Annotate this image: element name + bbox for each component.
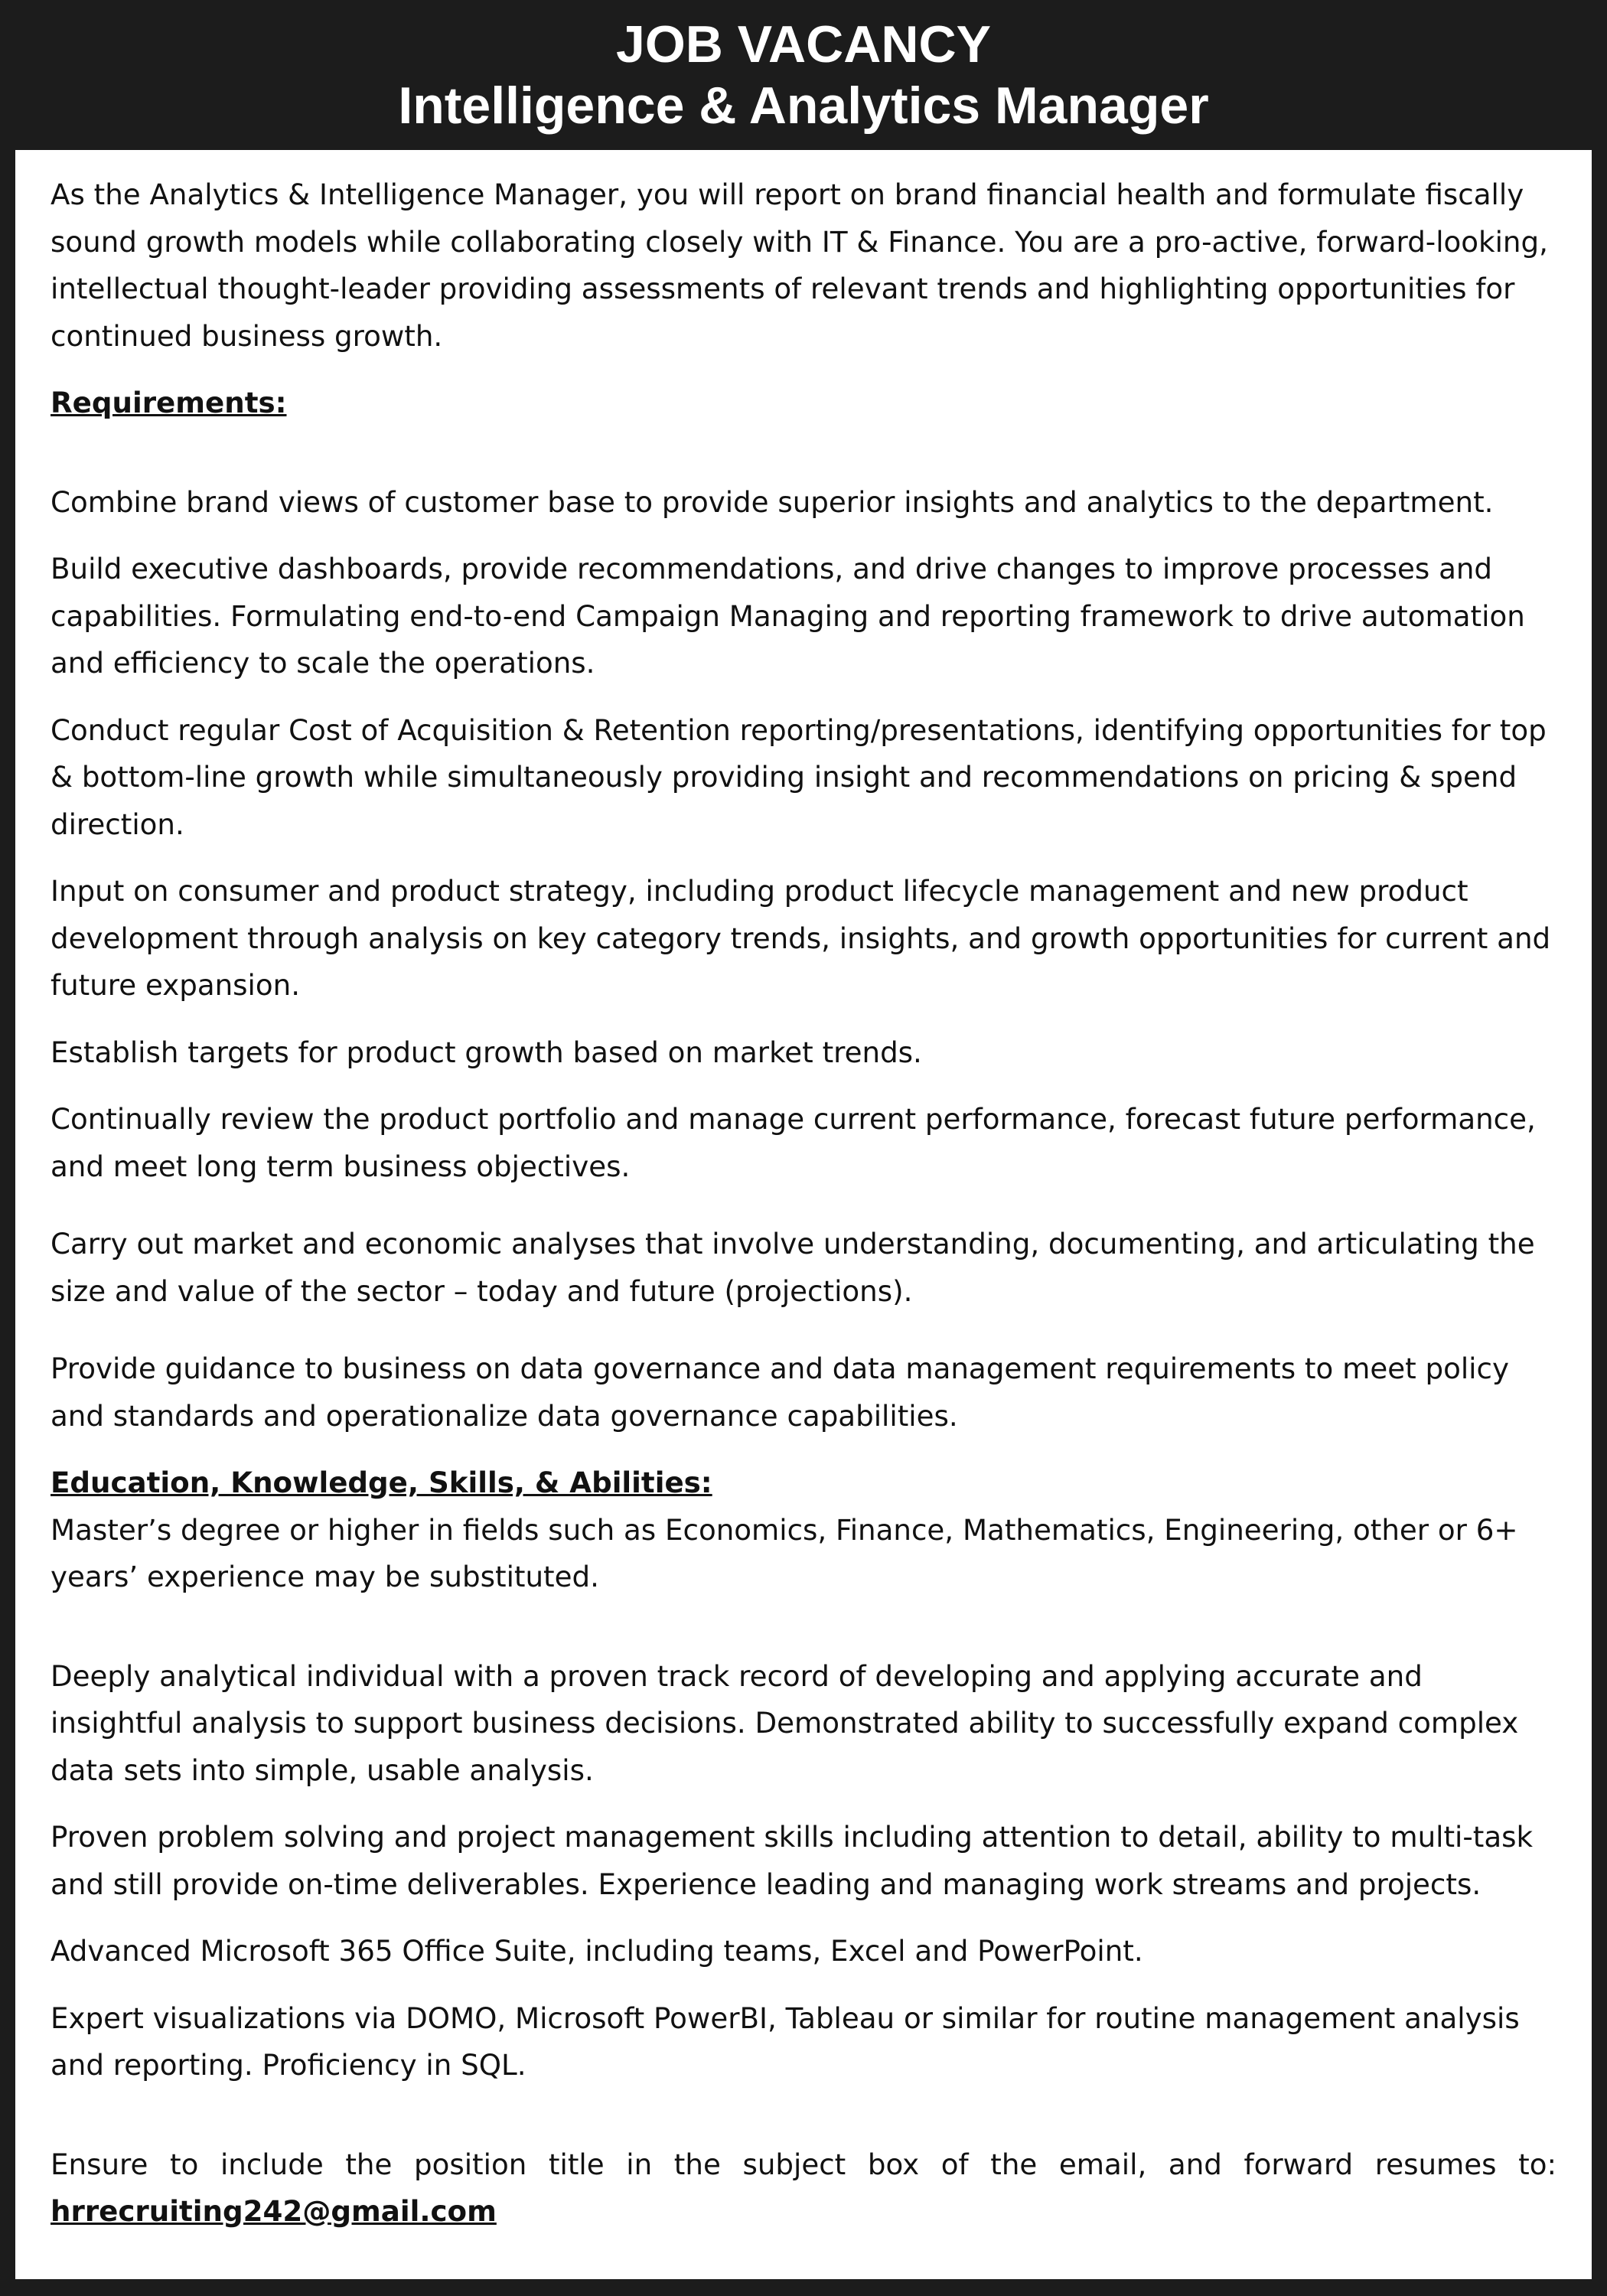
document-body — [15, 150, 1592, 2279]
requirement-item: Carry out market and economic analyses that involve understanding, documenting, and articulating the size and value of the sector – today and future (projections). — [51, 1227, 1535, 1308]
job-title: Intelligence & Analytics Manager — [398, 77, 1209, 135]
requirement-item: Build executive dashboards, provide recommendations, and drive changes to improve processes and capabilities. Formulating end-to-end Campaign Managing and reporting framework to drive automation and efficiency to scale the operations. — [51, 552, 1525, 680]
requirement-item: Continually review the product portfolio and manage current performance, forecast future performance, and meet long term business objectives. — [51, 1102, 1536, 1183]
education-heading: Education, Knowledge, Skills, & Abilities: — [51, 1466, 712, 1499]
requirement-item: Establish targets for product growth based on market trends. — [51, 1035, 922, 1069]
education-item: Deeply analytical individual with a proven track record of developing and applying accurate and insightful analysis to support business decisions. Demonstrated ability to successfully expand complex data sets into simple, usable analysis. — [51, 1658, 1519, 1787]
requirement-item: Combine brand views of customer base to provide superior insights and analytics to the department. — [51, 484, 1494, 519]
education-item: Proven problem solving and project management skills including attention to detail, ability to multi-task and still provide on-time deliverables. Experience leading and managing work streams and projects. — [51, 1820, 1534, 1901]
requirement-item: Provide guidance to business on data governance and data management requirements to meet policy and standards and operationalize data governance capabilities. — [51, 1352, 1509, 1433]
requirement-item: Conduct regular Cost of Acquisition & Retention reporting/presentations, identifying opportunities for top & bottom-line growth while simultaneously providing insight and recommendations on pricing & spend direction. — [51, 713, 1547, 841]
contact-email: hrrecruiting242@gmail.com — [51, 2194, 497, 2228]
application-instruction: Ensure to include the position title in the subject box of the email, and forward resumes to: — [51, 2147, 1556, 2181]
intro-paragraph: As the Analytics & Intelligence Manager, you will report on brand financial health and formulate fiscally sound growth models while collaborating closely with IT & Finance. You are a pro-active, forward-looking, intellectual thought-leader providing assessments of relevant trends and highlighting opportunities for continued business growth. — [51, 178, 1548, 353]
education-item: Expert visualizations via DOMO, Microsoft PowerBI, Tableau or similar for routine management analysis and reporting. Proficiency in SQL. — [51, 2001, 1520, 2082]
header-title: JOB VACANCY — [616, 15, 991, 73]
page-header — [15, 0, 1592, 150]
requirement-item: Input on consumer and product strategy, including product lifecycle management and new product development through analysis on key category trends, insights, and growth opportunities for current and future expansion. — [51, 874, 1551, 1002]
education-item: Master’s degree or higher in fields such as Economics, Finance, Mathematics, Engineering, other or 6+ years’ experience may be substituted. — [51, 1512, 1518, 1593]
education-item: Advanced Microsoft 365 Office Suite, including teams, Excel and PowerPoint. — [51, 1934, 1143, 1968]
requirements-heading: Requirements: — [51, 386, 287, 419]
